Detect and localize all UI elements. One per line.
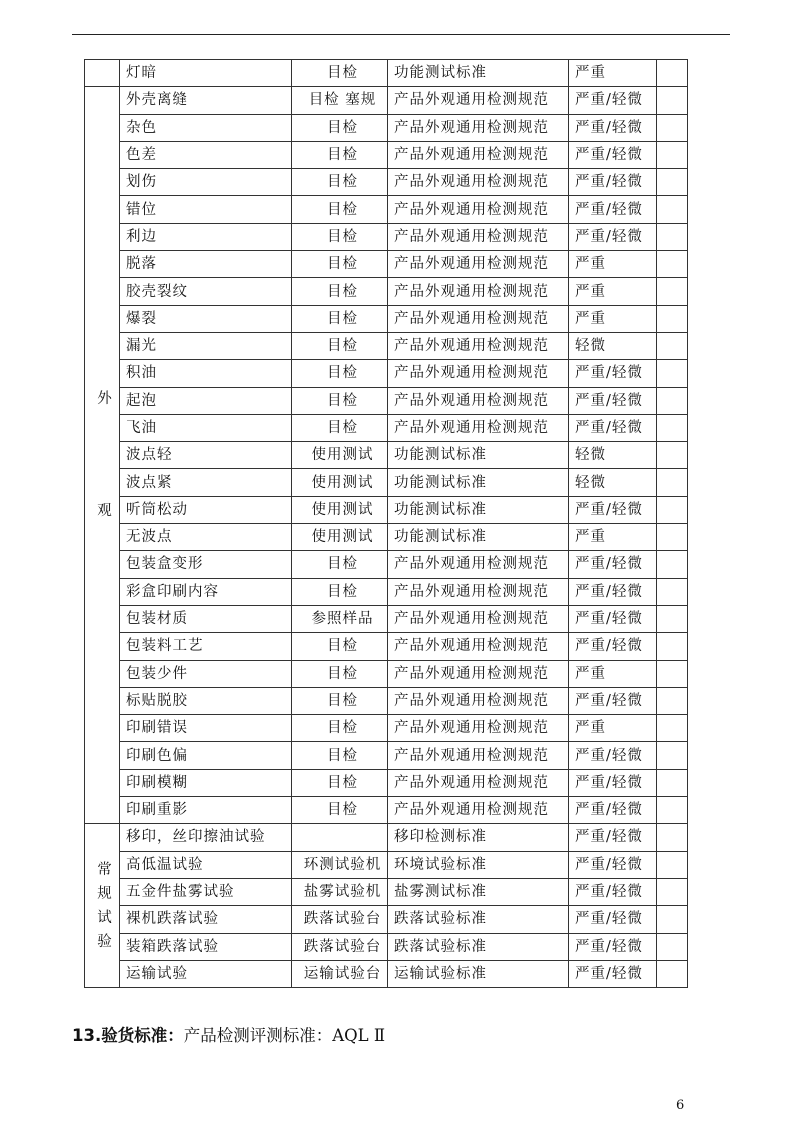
level-cell: 严重/轻微 bbox=[569, 578, 657, 605]
standard-cell: 产品外观通用检测规范 bbox=[388, 715, 569, 742]
standard-cell: 产品外观通用检测规范 bbox=[388, 687, 569, 714]
table-row bbox=[85, 715, 688, 742]
standard-cell: 产品外观通用检测规范 bbox=[388, 742, 569, 769]
blank-cell bbox=[657, 60, 688, 87]
method-cell: 参照样品 bbox=[292, 605, 388, 632]
standard-cell: 盐雾测试标准 bbox=[388, 878, 569, 905]
level-cell: 严重/轻微 bbox=[569, 196, 657, 223]
method-cell: 目检 塞规 bbox=[292, 87, 388, 114]
level-cell: 严重 bbox=[569, 715, 657, 742]
category-char: 观 bbox=[97, 503, 113, 520]
item-cell: 包装料工艺 bbox=[120, 633, 292, 660]
method-cell: 目检 bbox=[292, 797, 388, 824]
standard-cell: 产品外观通用检测规范 bbox=[388, 605, 569, 632]
table-row bbox=[85, 360, 688, 387]
method-cell: 目检 bbox=[292, 141, 388, 168]
table-row bbox=[85, 332, 688, 359]
blank-cell bbox=[657, 223, 688, 250]
method-cell: 盐雾试验机 bbox=[292, 878, 388, 905]
table-row bbox=[85, 114, 688, 141]
level-cell: 严重 bbox=[569, 660, 657, 687]
table-row bbox=[85, 305, 688, 332]
standard-cell: 产品外观通用检测规范 bbox=[388, 414, 569, 441]
level-cell: 严重/轻微 bbox=[569, 933, 657, 960]
blank-cell bbox=[657, 824, 688, 851]
level-cell: 严重/轻微 bbox=[569, 496, 657, 523]
level-cell: 严重/轻微 bbox=[569, 87, 657, 114]
blank-cell bbox=[657, 278, 688, 305]
standard-cell: 产品外观通用检测规范 bbox=[388, 578, 569, 605]
table-row bbox=[85, 906, 688, 933]
acceptance-standard-section bbox=[72, 1022, 385, 1046]
standard-cell: 产品外观通用检测规范 bbox=[388, 305, 569, 332]
category-char: 验 bbox=[97, 933, 113, 950]
table-row bbox=[85, 87, 688, 114]
item-cell: 杂色 bbox=[120, 114, 292, 141]
level-cell: 轻微 bbox=[569, 442, 657, 469]
level-cell: 严重 bbox=[569, 60, 657, 87]
method-cell: 使用测试 bbox=[292, 496, 388, 523]
standard-cell: 产品外观通用检测规范 bbox=[388, 251, 569, 278]
method-cell: 目检 bbox=[292, 223, 388, 250]
blank-cell bbox=[657, 633, 688, 660]
level-cell: 严重 bbox=[569, 524, 657, 551]
level-cell: 严重/轻微 bbox=[569, 605, 657, 632]
standard-cell: 产品外观通用检测规范 bbox=[388, 360, 569, 387]
level-cell: 严重/轻微 bbox=[569, 797, 657, 824]
item-cell: 移印，丝印擦油试验 bbox=[120, 824, 292, 851]
standard-cell: 产品外观通用检测规范 bbox=[388, 278, 569, 305]
level-cell: 严重 bbox=[569, 305, 657, 332]
blank-cell bbox=[657, 878, 688, 905]
table-row bbox=[85, 851, 688, 878]
level-cell: 轻微 bbox=[569, 469, 657, 496]
blank-cell bbox=[657, 442, 688, 469]
inspection-table bbox=[84, 59, 688, 988]
level-cell: 严重/轻微 bbox=[569, 687, 657, 714]
item-cell: 色差 bbox=[120, 141, 292, 168]
blank-cell bbox=[657, 251, 688, 278]
item-cell: 波点紧 bbox=[120, 469, 292, 496]
level-cell: 严重/轻微 bbox=[569, 360, 657, 387]
method-cell: 目检 bbox=[292, 578, 388, 605]
item-cell: 印刷模糊 bbox=[120, 769, 292, 796]
method-cell: 目检 bbox=[292, 660, 388, 687]
level-cell: 严重/轻微 bbox=[569, 169, 657, 196]
standard-cell: 产品外观通用检测规范 bbox=[388, 223, 569, 250]
item-cell: 高低温试验 bbox=[120, 851, 292, 878]
level-cell: 严重/轻微 bbox=[569, 960, 657, 987]
section-text: 产品检测评测标准：AQL Ⅱ bbox=[183, 1026, 386, 1045]
method-cell: 目检 bbox=[292, 360, 388, 387]
item-cell: 印刷重影 bbox=[120, 797, 292, 824]
table-row bbox=[85, 769, 688, 796]
header-rule bbox=[72, 34, 730, 35]
method-cell: 目检 bbox=[292, 414, 388, 441]
table-row bbox=[85, 551, 688, 578]
blank-cell bbox=[657, 960, 688, 987]
level-cell: 严重/轻微 bbox=[569, 387, 657, 414]
standard-cell: 产品外观通用检测规范 bbox=[388, 114, 569, 141]
level-cell: 严重/轻微 bbox=[569, 906, 657, 933]
method-cell: 目检 bbox=[292, 169, 388, 196]
level-cell: 严重 bbox=[569, 278, 657, 305]
table-row bbox=[85, 660, 688, 687]
method-cell: 目检 bbox=[292, 742, 388, 769]
table-row bbox=[85, 169, 688, 196]
level-cell: 严重/轻微 bbox=[569, 414, 657, 441]
table-row bbox=[85, 223, 688, 250]
standard-cell: 功能测试标准 bbox=[388, 469, 569, 496]
blank-cell bbox=[657, 605, 688, 632]
blank-cell bbox=[657, 742, 688, 769]
blank-cell bbox=[657, 387, 688, 414]
method-cell: 使用测试 bbox=[292, 442, 388, 469]
standard-cell: 功能测试标准 bbox=[388, 60, 569, 87]
item-cell: 运输试验 bbox=[120, 960, 292, 987]
level-cell: 轻微 bbox=[569, 332, 657, 359]
level-cell: 严重/轻微 bbox=[569, 824, 657, 851]
item-cell: 外壳离缝 bbox=[120, 87, 292, 114]
method-cell: 使用测试 bbox=[292, 469, 388, 496]
category-cell-appearance bbox=[85, 87, 120, 824]
table-row bbox=[85, 496, 688, 523]
item-cell: 划伤 bbox=[120, 169, 292, 196]
table-row bbox=[85, 278, 688, 305]
table-row bbox=[85, 960, 688, 987]
blank-cell bbox=[657, 496, 688, 523]
blank-cell bbox=[657, 332, 688, 359]
standard-cell: 产品外观通用检测规范 bbox=[388, 332, 569, 359]
standard-cell: 产品外观通用检测规范 bbox=[388, 797, 569, 824]
item-cell: 包装材质 bbox=[120, 605, 292, 632]
level-cell: 严重/轻微 bbox=[569, 769, 657, 796]
blank-cell bbox=[657, 660, 688, 687]
category-cell-empty bbox=[85, 60, 120, 87]
table-row bbox=[85, 933, 688, 960]
standard-cell: 功能测试标准 bbox=[388, 442, 569, 469]
level-cell: 严重/轻微 bbox=[569, 114, 657, 141]
standard-cell: 跌落试验标准 bbox=[388, 933, 569, 960]
method-cell: 目检 bbox=[292, 114, 388, 141]
blank-cell bbox=[657, 414, 688, 441]
item-cell: 爆裂 bbox=[120, 305, 292, 332]
level-cell: 严重/轻微 bbox=[569, 742, 657, 769]
method-cell: 目检 bbox=[292, 278, 388, 305]
item-cell: 印刷错误 bbox=[120, 715, 292, 742]
method-cell: 环测试验机 bbox=[292, 851, 388, 878]
method-cell: 目检 bbox=[292, 387, 388, 414]
item-cell: 装箱跌落试验 bbox=[120, 933, 292, 960]
blank-cell bbox=[657, 114, 688, 141]
blank-cell bbox=[657, 687, 688, 714]
method-cell: 目检 bbox=[292, 633, 388, 660]
blank-cell bbox=[657, 933, 688, 960]
method-cell bbox=[292, 824, 388, 851]
standard-cell: 产品外观通用检测规范 bbox=[388, 387, 569, 414]
blank-cell bbox=[657, 551, 688, 578]
method-cell: 运输试验台 bbox=[292, 960, 388, 987]
blank-cell bbox=[657, 169, 688, 196]
table-row bbox=[85, 469, 688, 496]
blank-cell bbox=[657, 769, 688, 796]
method-cell: 目检 bbox=[292, 251, 388, 278]
blank-cell bbox=[657, 524, 688, 551]
method-cell: 目检 bbox=[292, 769, 388, 796]
table-row bbox=[85, 824, 688, 851]
item-cell: 错位 bbox=[120, 196, 292, 223]
item-cell: 听筒松动 bbox=[120, 496, 292, 523]
standard-cell: 产品外观通用检测规范 bbox=[388, 551, 569, 578]
blank-cell bbox=[657, 360, 688, 387]
method-cell: 跌落试验台 bbox=[292, 906, 388, 933]
standard-cell: 移印检测标准 bbox=[388, 824, 569, 851]
table-row bbox=[85, 578, 688, 605]
item-cell: 灯暗 bbox=[120, 60, 292, 87]
level-cell: 严重/轻微 bbox=[569, 633, 657, 660]
blank-cell bbox=[657, 715, 688, 742]
section-heading: 13.验货标准： bbox=[72, 1026, 184, 1045]
item-cell: 无波点 bbox=[120, 524, 292, 551]
table-row bbox=[85, 605, 688, 632]
method-cell: 目检 bbox=[292, 196, 388, 223]
table-row bbox=[85, 60, 688, 87]
item-cell: 飞油 bbox=[120, 414, 292, 441]
table-row bbox=[85, 387, 688, 414]
item-cell: 彩盒印刷内容 bbox=[120, 578, 292, 605]
item-cell: 包装少件 bbox=[120, 660, 292, 687]
standard-cell: 功能测试标准 bbox=[388, 524, 569, 551]
item-cell: 起泡 bbox=[120, 387, 292, 414]
standard-cell: 产品外观通用检测规范 bbox=[388, 141, 569, 168]
item-cell: 脱落 bbox=[120, 251, 292, 278]
table-row bbox=[85, 196, 688, 223]
category-char: 试 bbox=[97, 909, 113, 926]
standard-cell: 运输试验标准 bbox=[388, 960, 569, 987]
blank-cell bbox=[657, 87, 688, 114]
standard-cell: 产品外观通用检测规范 bbox=[388, 196, 569, 223]
category-char: 外 bbox=[97, 391, 113, 408]
level-cell: 严重/轻微 bbox=[569, 551, 657, 578]
level-cell: 严重 bbox=[569, 251, 657, 278]
standard-cell: 环境试验标准 bbox=[388, 851, 569, 878]
method-cell: 目检 bbox=[292, 60, 388, 87]
level-cell: 严重/轻微 bbox=[569, 223, 657, 250]
item-cell: 五金件盐雾试验 bbox=[120, 878, 292, 905]
method-cell: 目检 bbox=[292, 687, 388, 714]
category-cell-routine bbox=[85, 824, 120, 988]
method-cell: 目检 bbox=[292, 715, 388, 742]
table-row bbox=[85, 742, 688, 769]
table-row bbox=[85, 797, 688, 824]
standard-cell: 产品外观通用检测规范 bbox=[388, 769, 569, 796]
method-cell: 跌落试验台 bbox=[292, 933, 388, 960]
table-row bbox=[85, 524, 688, 551]
blank-cell bbox=[657, 469, 688, 496]
standard-cell: 产品外观通用检测规范 bbox=[388, 87, 569, 114]
blank-cell bbox=[657, 196, 688, 223]
item-cell: 包装盒变形 bbox=[120, 551, 292, 578]
item-cell: 波点轻 bbox=[120, 442, 292, 469]
level-cell: 严重/轻微 bbox=[569, 141, 657, 168]
table-row bbox=[85, 141, 688, 168]
item-cell: 漏光 bbox=[120, 332, 292, 359]
method-cell: 目检 bbox=[292, 305, 388, 332]
table-row bbox=[85, 633, 688, 660]
standard-cell: 产品外观通用检测规范 bbox=[388, 633, 569, 660]
blank-cell bbox=[657, 851, 688, 878]
item-cell: 标贴脱胶 bbox=[120, 687, 292, 714]
item-cell: 积油 bbox=[120, 360, 292, 387]
table-row bbox=[85, 442, 688, 469]
item-cell: 裸机跌落试验 bbox=[120, 906, 292, 933]
blank-cell bbox=[657, 578, 688, 605]
category-char: 规 bbox=[97, 885, 113, 902]
blank-cell bbox=[657, 305, 688, 332]
blank-cell bbox=[657, 906, 688, 933]
item-cell: 利边 bbox=[120, 223, 292, 250]
table-row bbox=[85, 251, 688, 278]
method-cell: 目检 bbox=[292, 332, 388, 359]
page-number: 6 bbox=[676, 1098, 685, 1113]
method-cell: 目检 bbox=[292, 551, 388, 578]
blank-cell bbox=[657, 141, 688, 168]
table-row bbox=[85, 878, 688, 905]
blank-cell bbox=[657, 797, 688, 824]
method-cell: 使用测试 bbox=[292, 524, 388, 551]
category-char: 常 bbox=[97, 861, 113, 878]
level-cell: 严重/轻微 bbox=[569, 878, 657, 905]
standard-cell: 产品外观通用检测规范 bbox=[388, 660, 569, 687]
table-row bbox=[85, 687, 688, 714]
table-row bbox=[85, 414, 688, 441]
item-cell: 胶壳裂纹 bbox=[120, 278, 292, 305]
item-cell: 印刷色偏 bbox=[120, 742, 292, 769]
standard-cell: 功能测试标准 bbox=[388, 496, 569, 523]
standard-cell: 产品外观通用检测规范 bbox=[388, 169, 569, 196]
standard-cell: 跌落试验标准 bbox=[388, 906, 569, 933]
level-cell: 严重/轻微 bbox=[569, 851, 657, 878]
